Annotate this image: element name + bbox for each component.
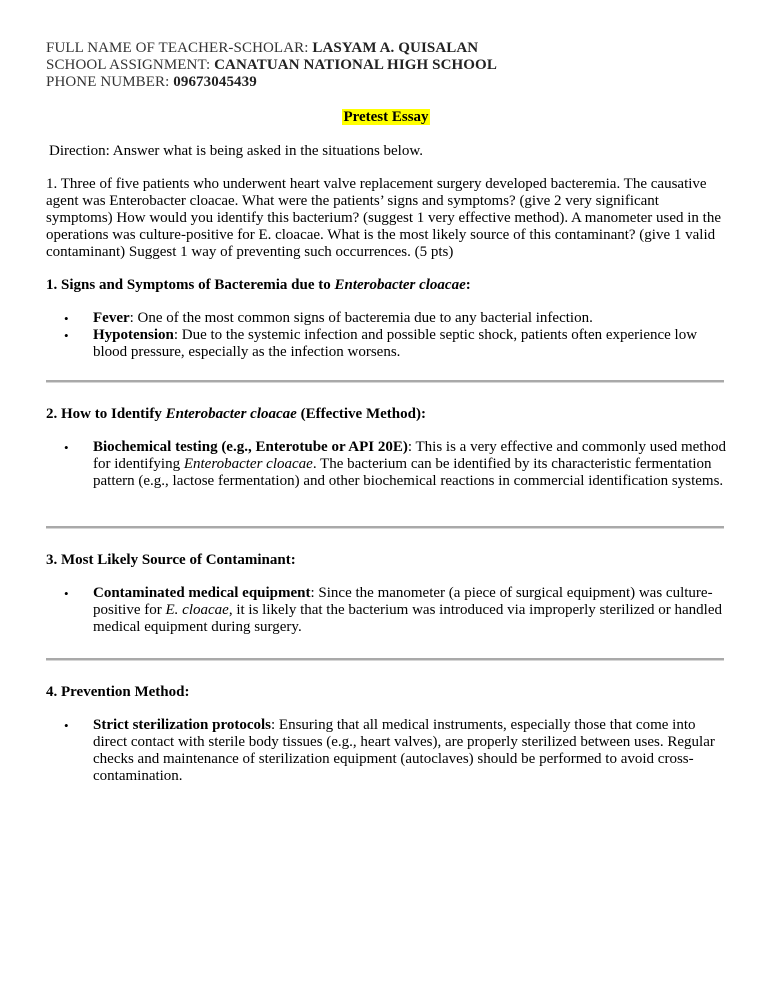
school-line: [46, 57, 726, 74]
phone-line: [46, 74, 726, 91]
item-text: : One of the most common signs of bacteremia due to any bacterial infection.: [129, 310, 593, 326]
section-2-list: [46, 439, 726, 490]
list-item: [46, 439, 726, 490]
teacher-name: LASYAM A. QUISALAN: [312, 40, 479, 56]
section-1-heading: [46, 277, 726, 294]
heading-italic: Enterobacter cloacae: [165, 406, 297, 422]
document-title: Pretest Essay: [343, 109, 429, 125]
item-term: Strict sterilization protocols: [93, 717, 272, 733]
item-text: : Due to the systemic infection and possible septic shock, patients often experience low blood pressure, especially as the infection worsens.: [93, 327, 698, 360]
item-italic: Enterobacter cloacae: [183, 456, 313, 472]
item-term: Hypotension: [93, 327, 174, 343]
heading-text: (Effective Method):: [296, 406, 426, 422]
item-text: : Ensuring that all medical instruments, especially those that come into direct contact with sterile body tissues (e.g., heart valves), are properly sterilized between uses. Regular checks and maintenance of sterilization equipment (autoclaves) should be performed to avoid cross-contamination.: [93, 717, 715, 784]
item-italic: E. cloacae: [165, 602, 229, 618]
item-text: : This is a very effective and commonly used method for identifying: [93, 439, 726, 472]
item-term: Contaminated medical equipment: [93, 585, 311, 601]
heading-text: 2. How to Identify: [46, 406, 166, 422]
divider: [46, 658, 724, 661]
section-1-list: [46, 310, 726, 361]
phone-label: PHONE NUMBER:: [46, 74, 174, 90]
item-text: , it is likely that the bacterium was introduced via improperly sterilized or handled medical equipment during surgery.: [93, 602, 723, 635]
section-3-heading: 3. Most Likely Source of Contaminant:: [46, 552, 296, 568]
section-4-heading: 4. Prevention Method:: [46, 684, 190, 700]
direction-text: Direction: Answer what is being asked in the situations below.: [49, 143, 423, 159]
section-3: [46, 552, 726, 636]
phone-number: 09673045439: [173, 74, 257, 90]
heading-text: 1. Signs and Symptoms of Bacteremia due to: [46, 277, 335, 293]
list-item: [46, 327, 726, 361]
header-block: [46, 40, 726, 91]
bullet-icon: •: [64, 586, 69, 601]
divider: [46, 526, 724, 529]
item-term: Fever: [93, 310, 130, 326]
teacher-label: FULL NAME OF TEACHER-SCHOLAR:: [46, 40, 313, 56]
section-2-heading: [46, 406, 726, 423]
item-text: : Since the manometer (a piece of surgical equipment) was culture-positive for: [93, 585, 713, 618]
section-4-list: [46, 717, 726, 785]
heading-italic: Enterobacter cloacae: [334, 277, 466, 293]
heading-text: :: [465, 277, 471, 293]
bullet-icon: •: [64, 718, 69, 733]
teacher-line: [46, 40, 726, 57]
section-4: [46, 684, 726, 785]
document-page: [46, 40, 726, 784]
bullet-icon: •: [64, 440, 69, 455]
section-3-list: [46, 585, 726, 636]
divider: [46, 380, 724, 383]
question-text: 1. Three of five patients who underwent heart valve replacement surgery developed bacteremia. The causative agent was Enterobacter cloacae. What were the patients’ signs and symptoms? (give 2 very significant symptoms) How would you identify this bacterium? (suggest 1 very effective method). A manometer used in the operations was culture-positive for E. cloacae. What is the most likely source of this contaminant? (give 1 valid contaminant) Suggest 1 way of preventing such occurrences. (5 pts): [46, 176, 721, 260]
title-wrap: [46, 108, 726, 125]
school-label: SCHOOL ASSIGNMENT:: [46, 57, 215, 73]
school-name: CANATUAN NATIONAL HIGH SCHOOL: [214, 57, 497, 73]
list-item: [46, 585, 726, 636]
bullet-icon: •: [64, 328, 69, 343]
bullet-icon: •: [64, 311, 69, 326]
list-item: [46, 310, 726, 327]
item-term: Biochemical testing (e.g., Enterotube or API 20E): [93, 439, 408, 455]
item-text: . The bacterium can be identified by its characteristic fermentation pattern (e.g., lactose fermentation) and other biochemical reactions in commercial identification systems.: [93, 456, 724, 489]
section-2: [46, 406, 726, 490]
list-item: [46, 717, 726, 785]
